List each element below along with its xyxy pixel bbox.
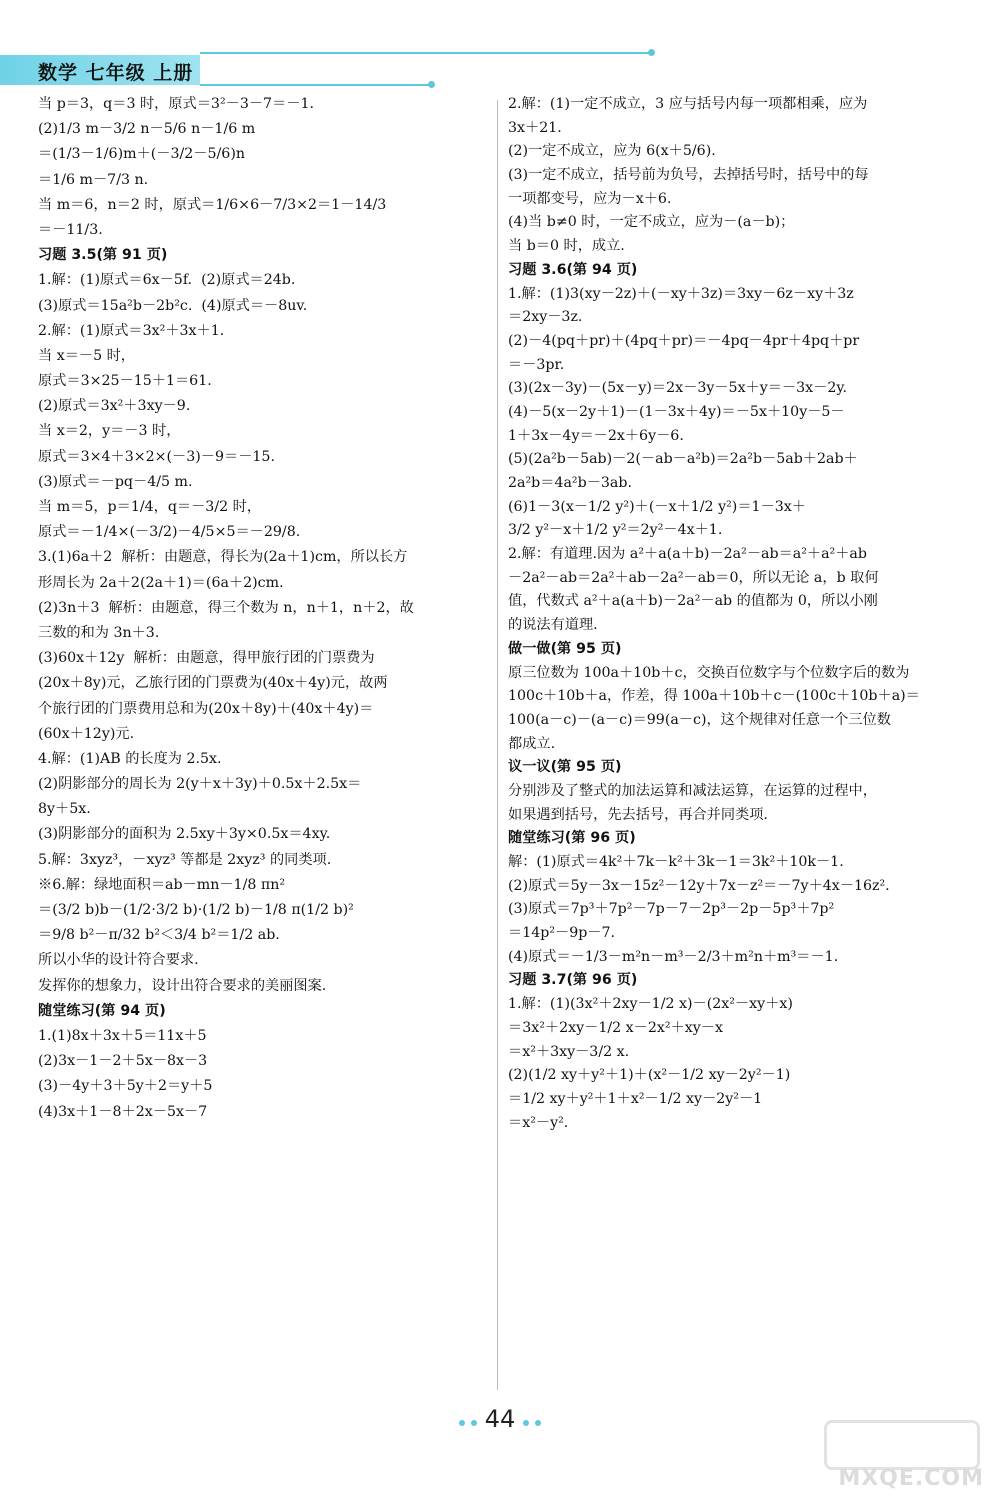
solution-line: (4)原式＝－1/3－m²n－m³－2/3＋m²n＋m³＝－1. [508,948,839,965]
solution-line: 值，代数式 a²＋a(a＋b)－2a²－ab 的值都为 0，所以小刚 [508,593,878,610]
solution-line: 3x＋21. [508,119,562,136]
watermark-logo-icon [824,1420,980,1470]
solution-line: ＝(3/2 b)b－(1/2·3/2 b)·(1/2 b)－1/8 π(1/2 b)² [38,902,354,918]
solution-line: 如果遇到括号，先去括号，再合并同类项. [508,806,768,823]
header-rule-bottom-dot [428,81,435,88]
solution-line: 当 m＝6，n＝2 时，原式＝1/6×6－7/3×2＝1－14/3 [38,196,387,213]
solution-line: (2)原式＝5y－3x－15z²－12y＋7x－z²＝－7y＋4x－16z². [508,877,890,894]
right-column [508,96,953,1138]
solution-line: ＝1/6 m－7/3 n. [38,171,149,188]
solution-line: ＝x²＋3xy－3/2 x. [508,1043,630,1060]
section-heading: 做一做(第 95 页) [508,640,622,657]
section-heading: 习题 3.7(第 96 页) [508,972,638,989]
solution-line: ＝－11/3. [38,221,103,238]
solution-line: (2)3x－1－2＋5x－8x－3 [38,1053,208,1070]
solution-line: ＝x²－y². [508,1114,569,1131]
solution-line: 3/2 y²－x＋1/2 y²＝2y²－4x＋1. [508,522,723,539]
solution-line: 原三位数为 100a＋10b＋c，交换百位数字与个位数字后的数为 [508,664,910,681]
section-heading: 随堂练习(第 94 页) [38,1002,166,1019]
section-heading: 习题 3.5(第 91 页) [38,247,168,264]
solution-line: (60x＋12y)元. [38,725,135,742]
solution-line: ＝14p²－9p－7. [508,925,616,942]
solution-line: 原式＝－1/4×(－3/2)－4/5×5＝－29/8. [38,524,301,541]
solution-line: (3)一定不成立，括号前为负号，去掉括号时，括号中的每 [508,167,869,184]
watermark [810,1420,990,1495]
solution-line: 当 x＝－5 时， [38,347,135,364]
solution-line: 100(a－c)－(a－c)＝99(a－c)，这个规律对任意一个三位数 [508,711,891,728]
solution-line: (5)(2a²b－5ab)－2(－ab－a²b)＝2a²b－5ab＋2ab＋ [508,451,858,468]
solution-line: (2)阴影部分的周长为 2(y＋x＋3y)＋0.5x＋2.5x＝ [38,776,362,793]
solution-line: (2)3n＋3 解析：由题意，得三个数为 n，n＋1，n＋2，故 [38,599,414,616]
page-number: 44 [484,1405,516,1433]
solution-line: (3)－4y＋3＋5y＋2＝y＋5 [38,1078,213,1095]
solution-line: (3)60x＋12y 解析：由题意，得甲旅行团的门票费为 [38,650,375,667]
footer-dot [523,1420,529,1426]
solution-line: (3)原式＝15a²b－2b²c. (4)原式＝－8uv. [38,297,308,314]
solution-line: 三数的和为 3n＋3. [38,624,160,641]
solution-line: －2a²－ab＝2a²＋ab－2a²－ab＝0，所以无论 a，b 取何 [508,569,879,586]
solution-line: 1.解：(1)原式＝6x－5f. (2)原式＝24b. [38,272,296,289]
left-column [38,96,486,1129]
section-heading: 习题 3.6(第 94 页) [508,261,638,278]
solution-line: 1.解：(1)3(xy－2z)＋(－xy＋3z)＝3xy－6z－xy＋3z [508,285,854,302]
solution-line: ＝(1/3－1/6)m＋(－3/2－5/6)n [38,146,246,163]
solution-line: 解：(1)原式＝4k²＋7k－k²＋3k－1＝3k²＋10k－1. [508,854,844,870]
solution-line: (20x＋8y)元，乙旅行团的门票费为(40x＋4y)元，故两 [38,675,388,692]
solution-line: 4.解：(1)AB 的长度为 2.5x. [38,750,222,767]
solution-line: 原式＝3×4＋3×2×(－3)－9＝－15. [38,448,275,465]
solution-line: (4)3x＋1－8＋2x－5x－7 [38,1103,208,1120]
solution-line: 5.解：3xyz³，－xyz³ 等都是 2xyz³ 的同类项. [38,851,332,868]
solution-line: 个旅行团的门票费用总和为(20x＋8y)＋(40x＋4y)＝ [38,700,374,717]
solution-line: 当 m＝5，p＝1/4，q＝－3/2 时， [38,499,262,515]
solution-line: ＝9/8 b²－π/32 b²＜3/4 b²＝1/2 ab. [38,927,280,944]
solution-line: 所以小华的设计符合要求. [38,952,199,969]
solution-line: 2.解：(1)原式＝3x²＋3x＋1. [38,322,225,339]
solution-line: ＝－3pr. [508,356,565,373]
section-heading: 议一议(第 95 页) [508,759,622,776]
header-rule-end-dot [648,49,655,56]
header-rule-bottom [200,84,430,86]
solution-line: ＝3x²＋2xy－1/2 x－2x²＋xy－x [508,1019,723,1036]
watermark-text: MXQE.COM [838,1466,984,1491]
solution-line: 1.(1)8x＋3x＋5＝11x＋5 [38,1027,207,1044]
solution-line: 一项都变号，应为－x＋6. [508,190,672,207]
solution-line: 形周长为 2a＋2(2a＋1)＝(6a＋2)cm. [38,574,284,591]
solution-line: (2)一定不成立，应为 6(x＋5/6). [508,143,716,160]
solution-line: 分别涉及了整式的加法运算和减法运算，在运算的过程中， [508,782,877,799]
solution-line: 1.解：(1)(3x²＋2xy－1/2 x)－(2x²－xy＋x) [508,996,793,1013]
solution-line: (4)当 b≠0 时，一定不成立，应为－(a－b)； [508,214,795,231]
solution-line: (2)(1/2 xy＋y²＋1)＋(x²－1/2 xy－2y²－1) [508,1067,791,1084]
solution-line: (2)－4(pq＋pr)＋(4pq＋pr)＝－4pq－4pr＋4pq＋pr [508,332,860,349]
solution-line: (3)阴影部分的面积为 2.5xy＋3y×0.5x＝4xy. [38,826,331,843]
solution-line: 2a²b＝4a²b－3ab. [508,475,632,491]
footer-dot [471,1420,477,1426]
solution-line: 原式＝3×25－15＋1＝61. [38,373,212,390]
header-title: 数学 七年级 上册 [38,62,194,84]
solution-line: ＝1/2 xy＋y²＋1＋x²－1/2 xy－2y²－1 [508,1090,763,1107]
solution-line: 2.解：有道理.因为 a²＋a(a＋b)－2a²－ab＝a²＋a²＋ab [508,546,867,563]
solution-line: 100c＋10b＋a，作差，得 100a＋10b＋c－(100c＋10b＋a)＝ [508,688,920,705]
solution-line: 1＋3x－4y＝－2x＋6y－6. [508,427,684,444]
solution-line: 当 p＝3，q＝3 时，原式＝3²－3－7＝－1. [38,96,314,112]
solution-line: 当 b＝0 时，成立. [508,238,625,255]
solution-line: (3)(2x－3y)－(5x－y)＝2x－3y－5x＋y＝－3x－2y. [508,380,848,397]
solution-line: ※6.解：绿地面积＝ab－mn－1/8 πn² [38,876,286,893]
solution-line: (4)－5(x－2y＋1)－(1－3x＋4y)＝－5x＋10y－5－ [508,403,845,420]
solution-line: 都成立. [508,735,556,752]
solution-line: ＝2xy－3z. [508,309,583,326]
solution-line: 发挥你的想象力，设计出符合要求的美丽图案. [38,977,327,994]
solution-line: (6)1－3(x－1/2 y²)＋(－x＋1/2 y²)＝1－3x＋ [508,498,806,515]
column-divider [497,100,498,1390]
solution-line: (3)原式＝－pq－4/5 m. [38,473,193,490]
solution-line: (3)原式＝7p³＋7p²－7p－7－2p³－2p－5p³＋7p² [508,901,835,918]
solution-line: 8y＋5x. [38,801,91,818]
header-rule-top [200,52,650,54]
footer-dot [535,1420,541,1426]
solution-line: 2.解：(1)一定不成立，3 应与括号内每一项都相乘，应为 [508,96,868,112]
solution-line: 当 x＝2，y＝－3 时， [38,423,181,440]
solution-line: (2)原式＝3x²＋3xy－9. [38,398,191,415]
solution-line: 的说法有道理. [508,617,598,634]
section-heading: 随堂练习(第 96 页) [508,830,636,847]
solution-line: (2)1/3 m－3/2 n－5/6 n－1/6 m [38,121,256,138]
footer-dot [459,1420,465,1426]
solution-line: 3.(1)6a＋2 解析：由题意，得长为(2a＋1)cm，所以长方 [38,549,408,566]
